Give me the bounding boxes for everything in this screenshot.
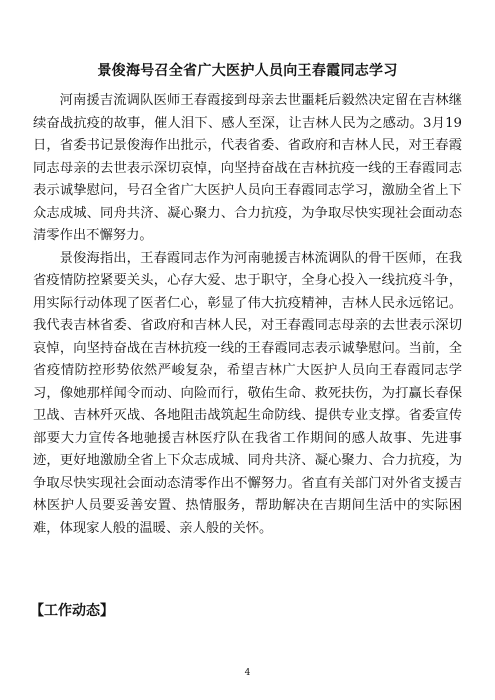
article-title: 景俊海号召全省广大医护人员向王春霞同志学习 xyxy=(97,63,398,79)
section-heading: 【工作动态】 xyxy=(30,603,114,619)
paragraph: 景俊海指出，王春霞同志作为河南驰援吉林流调队的骨干医师，在我省疫情防控紧要关头，心存大爱、忠于职守，全身心投入一线抗疫斗争，用实际行动体现了医者仁心，彰显了伟大抗疫精神，吉林人民永远铭记。我代表吉林省委、省政府和吉林人民，对王春霞同志母亲的去世表示深切哀悼，向坚持奋战在吉林抗疫一线的王春霞同志表示诚挚慰问。当前，全省疫情防控形势依然严峻复杂，希望吉林广大医护人员向王春霞同志学习，像她那样闻令而动、向险而行，敬佑生命、救死扶伤，为打赢长春保卫战、吉林歼灭战、各地阻击战筑起生命防线、提供专业支撑。省委宣传部要大力宣传各地驰援吉林医疗队在我省工作期间的感人故事、先进事迹，更好地激励全省上下众志成城、同舟共济、凝心聚力、合力抗疫，为争取尽快实现社会面动态清零作出不懈努力。省直有关部门对外省支援吉林医护人员要妥善安置、热情服务，帮助解决在吉期间生活中的实际困难，体现家人般的温暖、亲人般的关怀。 xyxy=(33,250,462,536)
paragraph: 河南援吉流调队医师王春霞接到母亲去世噩耗后毅然决定留在吉林继续奋战抗疫的故事，催人泪下、感人至深，让吉林人民为之感动。3月19日，省委书记景俊海作出批示，代表省委、省政府和吉林人民，对王春霞同志母亲的去世表示深切哀悼，向坚持奋战在吉林抗疫一线的王春霞同志表示诚挚慰问，号召全省广大医护人员向王春霞同志学习，激励全省上下众志成城、同舟共济、凝心聚力、合力抗疫，为争取尽快实现社会面动态清零作出不懈努力。 xyxy=(33,93,462,243)
page-number: 4 xyxy=(244,668,251,678)
article-body xyxy=(33,90,462,540)
